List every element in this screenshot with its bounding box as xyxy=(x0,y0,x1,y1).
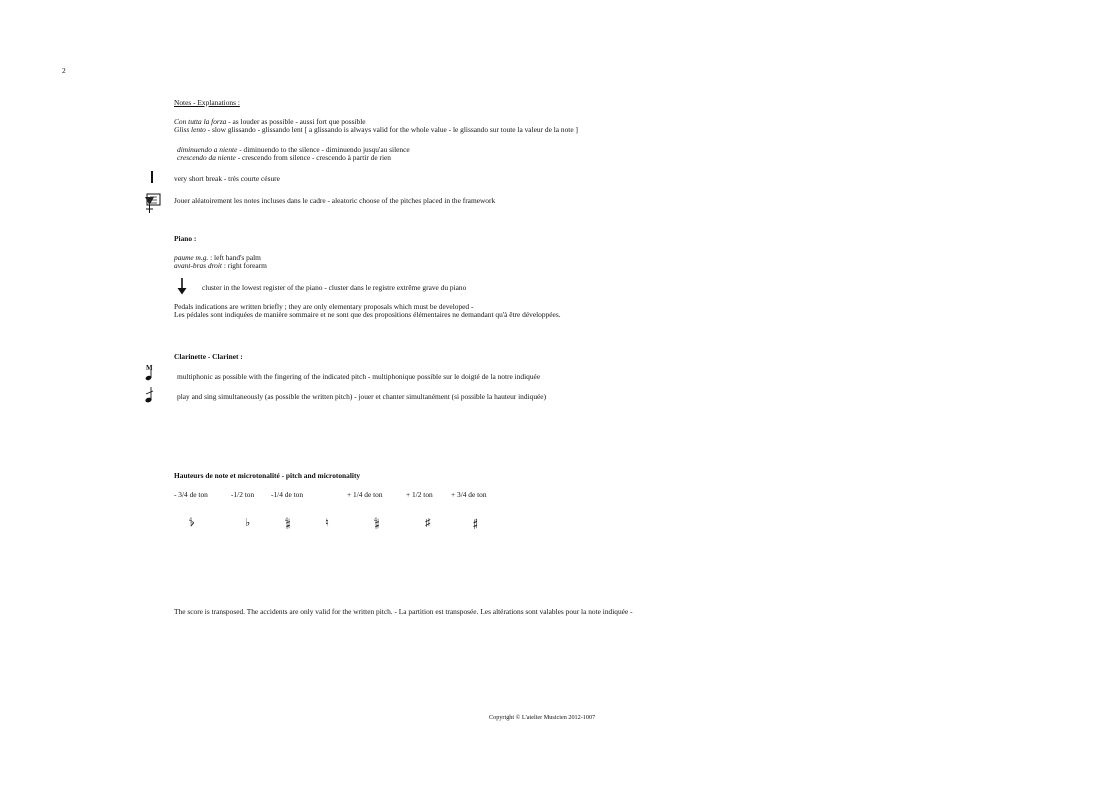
pedals-fr-text: Les pédales sont indiquées de manière sommaire et ne sont que des propositions élémentaires ne demandant qu'à être développées. xyxy=(174,310,561,319)
svg-text:M: M xyxy=(146,364,153,372)
aleatoric-text: Jouer aléatoirement les notes incluses dans le cadre - aleatoric choose of the pitches placed in the framework xyxy=(174,196,496,205)
pitch-label: + 1/2 ton xyxy=(406,490,433,499)
pitch-label: -1/4 de ton xyxy=(271,490,304,499)
page-number: 2 xyxy=(62,66,66,75)
avant-bras-line xyxy=(174,261,267,270)
transposed-note: The score is transposed. The accidents are only valid for the written pitch. - La partition est transposée. Les altérations sont valables pour la note indiquée - xyxy=(174,607,633,616)
con-tutta-term: Con tutta la forza xyxy=(174,117,227,126)
quarter-sharp-icon: 𝄲 xyxy=(374,517,380,529)
sing-text: play and sing simultaneously (as possible the written pitch) - jouer et chanter simultanément (si possible la hauteur indiquée) xyxy=(177,392,547,401)
pedals-en-text: Pedals indications are written briefly ; they are only elementary proposals which must be developed - xyxy=(174,302,474,311)
multiphonic-note-icon xyxy=(143,363,155,381)
pitch-label: + 3/4 de ton xyxy=(451,490,487,499)
piano-heading: Piano : xyxy=(174,234,197,243)
three-quarter-flat-icon: 𝄳 xyxy=(189,517,195,529)
pitch-heading: Hauteurs de note et microtonalité - pitch and microtonality xyxy=(174,471,361,480)
cresc-text: - crescendo from silence - crescendo à partir de rien xyxy=(235,153,391,162)
vertical-bar-icon xyxy=(151,171,153,183)
framed-notes-icon xyxy=(142,191,162,215)
notes-heading: Notes - Explanations : xyxy=(174,98,240,107)
paume-term: paume m.g. xyxy=(174,253,209,262)
dim-text: - diminuendo to the silence - diminuendo jusqu'au silence xyxy=(237,145,410,154)
gliss-text: - slow glissando - glissando lent [ a glissando is always valid for the whole value - le glissando sur toute la valeur de la note ] xyxy=(205,125,578,134)
pitch-label: -1/2 ton xyxy=(231,490,255,499)
sing-note-icon xyxy=(143,386,155,404)
natural-icon: ♮ xyxy=(325,517,329,529)
cresc-term: crescendo da niente xyxy=(177,153,236,162)
pitch-label: - 3/4 de ton xyxy=(174,490,208,499)
three-quarter-sharp-icon: 𝄰 xyxy=(473,517,478,529)
pitch-label: + 1/4 de ton xyxy=(347,490,383,499)
avant-bras-term: avant-bras droit xyxy=(174,261,222,270)
down-arrow-icon xyxy=(177,278,187,295)
con-tutta-text: - as louder as possible - aussi fort que possible xyxy=(226,117,366,126)
paume-text: : left hand's palm xyxy=(208,253,261,262)
multiphonic-text: multiphonic as possible with the fingering of the indicated pitch - multiphonique possible sur le doigté de la notre indiquée xyxy=(177,372,541,381)
cluster-text: cluster in the lowest register of the piano - cluster dans le registre extrême grave du piano xyxy=(202,283,467,292)
copyright: Copyright © L'atelier Musicien 2012-1007 xyxy=(489,714,596,721)
short-break-text: very short break - très courte césure xyxy=(174,174,280,183)
gliss-term: Gliss lento xyxy=(174,125,206,134)
quarter-flat-icon: 𝄲 xyxy=(285,517,291,529)
cresc-line xyxy=(177,153,391,162)
clarinet-heading: Clarinette - Clarinet : xyxy=(174,352,243,361)
flat-icon: ♭ xyxy=(245,517,251,529)
avant-bras-text: : right forearm xyxy=(221,261,267,270)
sharp-icon: ♯ xyxy=(425,517,431,529)
dim-term: diminuendo a niente xyxy=(177,145,238,154)
gliss-line xyxy=(174,125,578,134)
